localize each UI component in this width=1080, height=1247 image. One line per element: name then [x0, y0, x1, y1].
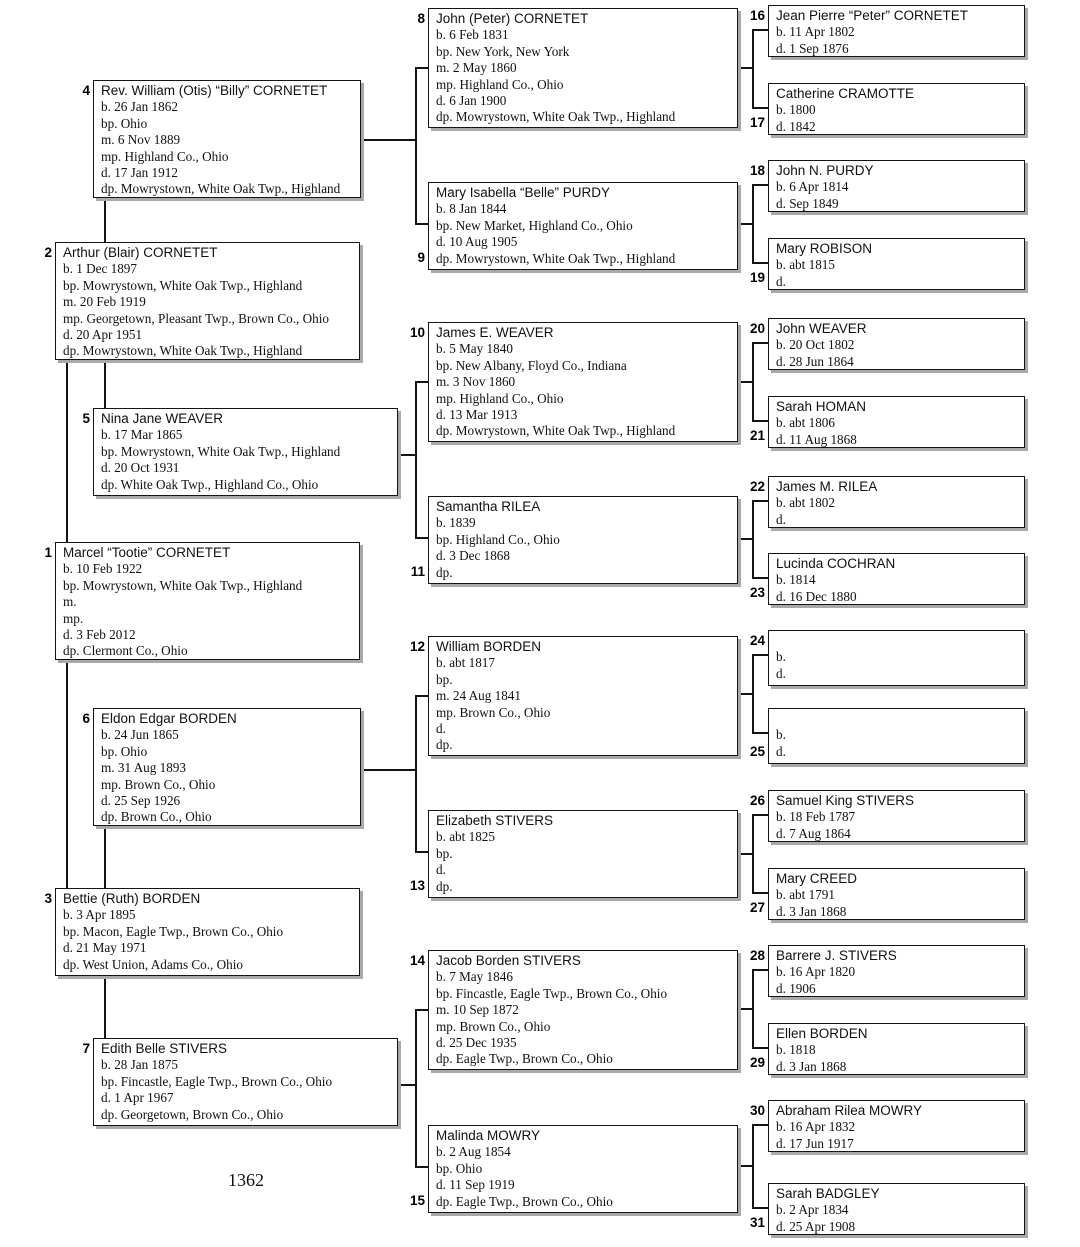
person-box-17	[749, 83, 1025, 135]
person-details	[776, 24, 1018, 57]
person-box-28	[749, 945, 1025, 997]
person-detail-line: dp. Mowrystown, White Oak Twp., Highland	[63, 343, 303, 359]
person-detail-line: d. 20 Apr 1951	[63, 327, 143, 343]
person-name: John (Peter) CORNETET	[436, 11, 589, 26]
person-name: Lucinda COCHRAN	[776, 556, 896, 571]
person-detail-line: dp. Mowrystown, White Oak Twp., Highland	[101, 181, 341, 197]
person-number: 31	[749, 1215, 765, 1230]
person-box-27	[749, 868, 1025, 920]
person-detail-line: b. 17 Mar 1865	[101, 427, 183, 443]
person-detail-line: b. abt 1815	[776, 257, 835, 273]
person-number: 26	[749, 793, 765, 808]
person-detail-line: b. 2 Apr 1834	[776, 1202, 849, 1218]
person-name: Samuel King STIVERS	[776, 793, 915, 808]
person-details	[776, 964, 1018, 997]
person-detail-line: mp. Highland Co., Ohio	[436, 76, 564, 92]
person-detail-line: bp.	[436, 671, 453, 687]
person-name: Jacob Borden STIVERS	[436, 953, 581, 968]
person-name: William BORDEN	[436, 639, 542, 654]
person-number: 5	[82, 411, 90, 426]
person-number: 16	[749, 8, 765, 23]
person-detail-line: d.	[436, 862, 446, 878]
person-detail-line: b. 11 Apr 1802	[776, 24, 855, 40]
person-box-14	[409, 950, 738, 1070]
person-details	[63, 561, 353, 659]
person-box-6	[82, 708, 361, 826]
person-name: Jean Pierre “Peter” CORNETET	[776, 8, 969, 23]
person-detail-line: b.	[776, 649, 786, 665]
person-box-21	[749, 396, 1025, 448]
person-name: James E. WEAVER	[436, 325, 554, 340]
person-name: Ellen BORDEN	[776, 1026, 868, 1041]
person-detail-line: b. abt 1802	[776, 495, 835, 511]
person-detail-line: dp. Mowrystown, White Oak Twp., Highland	[436, 250, 676, 266]
person-detail-line: d. 17 Jan 1912	[101, 165, 178, 181]
person-detail-line: d. 21 May 1971	[63, 940, 147, 956]
person-name: Samantha RILEA	[436, 499, 541, 514]
person-detail-line: bp. New York, New York	[436, 43, 570, 59]
person-box-3	[44, 888, 360, 976]
person-number: 17	[749, 115, 765, 130]
person-detail-line: bp. Highland Co., Ohio	[436, 531, 560, 547]
person-detail-line: b. 7 May 1846	[436, 969, 513, 985]
person-box-4	[82, 80, 361, 198]
person-details	[101, 427, 391, 493]
person-number: 28	[749, 948, 765, 963]
person-detail-line: b. abt 1791	[776, 887, 835, 903]
person-detail-line: d. 13 Mar 1913	[436, 407, 518, 423]
person-box-13	[409, 810, 738, 898]
person-detail-line: bp. Macon, Eagle Twp., Brown Co., Ohio	[63, 923, 284, 939]
person-detail-line: b. 1814	[776, 572, 816, 588]
person-detail-line: b. 6 Feb 1831	[436, 27, 509, 43]
person-detail-line: bp. Mowrystown, White Oak Twp., Highland	[63, 277, 303, 293]
person-detail-line: d. 1 Apr 1967	[101, 1090, 174, 1106]
person-detail-line: d. 6 Jan 1900	[436, 93, 507, 109]
person-detail-line: bp. Ohio	[436, 1160, 483, 1176]
person-name: Nina Jane WEAVER	[101, 411, 224, 426]
person-details	[436, 1144, 731, 1210]
person-detail-line: d. 1 Sep 1876	[776, 40, 849, 56]
person-details	[776, 727, 1018, 760]
person-details	[776, 572, 1018, 605]
person-detail-line: dp. Clermont Co., Ohio	[63, 643, 188, 659]
person-detail-line: b. 1818	[776, 1042, 816, 1058]
person-detail-line: b. 16 Apr 1832	[776, 1119, 856, 1135]
person-number: 2	[44, 245, 52, 260]
person-detail-line: d. 25 Dec 1935	[436, 1035, 517, 1051]
person-detail-line: dp. Eagle Twp., Brown Co., Ohio	[436, 1051, 613, 1067]
person-detail-line: bp. Ohio	[101, 115, 148, 131]
person-box-9	[417, 182, 738, 270]
person-box-1	[44, 542, 360, 660]
person-details	[436, 201, 731, 267]
person-detail-line: d. 7 Aug 1864	[776, 825, 851, 841]
person-detail-line: m. 6 Nov 1889	[101, 132, 181, 148]
person-detail-line: b. abt 1817	[436, 655, 495, 671]
person-box-19	[749, 238, 1025, 290]
person-detail-line: b. 8 Jan 1844	[436, 201, 507, 217]
person-detail-line: dp.	[436, 878, 453, 894]
person-number: 18	[749, 163, 765, 178]
person-details	[101, 1057, 391, 1123]
person-details	[776, 415, 1018, 448]
person-detail-line: mp. Georgetown, Pleasant Twp., Brown Co., Ohio	[63, 310, 329, 326]
person-detail-line: d. 20 Oct 1931	[101, 460, 180, 476]
person-name: Edith Belle STIVERS	[101, 1041, 228, 1056]
person-detail-line: b. 1800	[776, 102, 816, 118]
person-detail-line: b. 18 Feb 1787	[776, 809, 856, 825]
person-details	[436, 515, 731, 581]
person-detail-line: b. 28 Jan 1875	[101, 1057, 178, 1073]
person-name: Abraham Rilea MOWRY	[776, 1103, 923, 1118]
person-details	[776, 887, 1018, 920]
person-details	[436, 655, 731, 753]
person-number: 21	[749, 428, 765, 443]
person-name: Catherine CRAMOTTE	[776, 86, 915, 101]
person-details	[436, 829, 731, 895]
person-number: 9	[417, 250, 425, 265]
person-box-30	[749, 1100, 1025, 1152]
person-detail-line: m. 20 Feb 1919	[63, 294, 146, 310]
person-details	[436, 969, 731, 1067]
person-details	[776, 1042, 1018, 1075]
person-name: Bettie (Ruth) BORDEN	[63, 891, 201, 906]
person-detail-line: m. 3 Nov 1860	[436, 374, 516, 390]
person-detail-line: d.	[776, 665, 786, 681]
person-box-31	[749, 1183, 1025, 1235]
person-detail-line: d. 16 Dec 1880	[776, 588, 857, 604]
person-detail-line: dp. Mowrystown, White Oak Twp., Highland	[436, 109, 676, 125]
person-detail-line: b. 6 Apr 1814	[776, 179, 849, 195]
person-detail-line: b. 1 Dec 1897	[63, 261, 137, 277]
person-detail-line: bp. New Market, Highland Co., Ohio	[436, 217, 633, 233]
person-name: Mary Isabella “Belle” PURDY	[436, 185, 611, 200]
person-details	[776, 495, 1018, 528]
person-details	[101, 727, 354, 825]
person-detail-line: d. 3 Dec 1868	[436, 548, 510, 564]
person-detail-line: bp. Mowrystown, White Oak Twp., Highland	[101, 443, 341, 459]
person-box-23	[749, 553, 1025, 605]
person-detail-line: mp. Brown Co., Ohio	[436, 1018, 551, 1034]
person-box-5	[82, 408, 398, 496]
person-details	[436, 341, 731, 439]
person-detail-line: b.	[776, 727, 786, 743]
person-name: Sarah HOMAN	[776, 399, 867, 414]
person-detail-line: mp. Highland Co., Ohio	[436, 390, 564, 406]
person-detail-line: m. 24 Aug 1841	[436, 688, 521, 704]
person-box-29	[749, 1023, 1025, 1075]
person-detail-line: d. 10 Aug 1905	[436, 234, 518, 250]
person-detail-line: bp. Fincastle, Eagle Twp., Brown Co., Ohio	[101, 1073, 333, 1089]
person-detail-line: dp. West Union, Adams Co., Ohio	[63, 956, 244, 972]
person-detail-line: d.	[776, 511, 786, 527]
person-detail-line: b. 5 May 1840	[436, 341, 513, 357]
person-box-20	[749, 318, 1025, 370]
person-box-22	[749, 476, 1025, 528]
person-detail-line: m.	[63, 594, 77, 610]
person-detail-line: d.	[436, 721, 446, 737]
person-detail-line: b. 26 Jan 1862	[101, 99, 178, 115]
person-name: Mary ROBISON	[776, 241, 873, 256]
person-detail-line: b. 16 Apr 1820	[776, 964, 856, 980]
person-detail-line: d.	[776, 743, 786, 759]
person-details	[776, 179, 1018, 212]
person-number: 23	[749, 585, 765, 600]
person-detail-line: mp. Brown Co., Ohio	[101, 776, 216, 792]
person-detail-line: dp. White Oak Twp., Highland Co., Ohio	[101, 476, 319, 492]
person-detail-line: b. 1839	[436, 515, 476, 531]
person-details	[436, 27, 731, 125]
person-detail-line: b. 2 Aug 1854	[436, 1144, 511, 1160]
person-name: Malinda MOWRY	[436, 1128, 541, 1143]
person-name: Mary CREED	[776, 871, 858, 886]
person-detail-line: dp.	[436, 737, 453, 753]
person-number: 11	[410, 564, 425, 579]
person-detail-line: dp. Mowrystown, White Oak Twp., Highland	[436, 423, 676, 439]
person-details	[63, 261, 353, 359]
person-detail-line: d. 1842	[776, 118, 816, 134]
person-number: 12	[409, 639, 425, 654]
person-detail-line: d. 1906	[776, 980, 816, 996]
page-number: 1362	[228, 1170, 264, 1190]
person-detail-line: b. 24 Jun 1865	[101, 727, 179, 743]
person-detail-line: dp. Brown Co., Ohio	[101, 809, 212, 825]
person-number: 3	[44, 891, 52, 906]
person-detail-line: mp. Highland Co., Ohio	[101, 148, 229, 164]
person-detail-line: d. 3 Jan 1868	[776, 903, 847, 919]
person-detail-line: mp. Brown Co., Ohio	[436, 704, 551, 720]
person-name: John N. PURDY	[776, 163, 874, 178]
person-number: 15	[409, 1193, 425, 1208]
person-box-8	[417, 8, 738, 128]
person-detail-line: dp.	[436, 564, 453, 580]
person-name: Barrere J. STIVERS	[776, 948, 897, 963]
person-detail-line: b. abt 1825	[436, 829, 495, 845]
person-number: 20	[749, 321, 765, 336]
person-detail-line: mp.	[63, 610, 84, 626]
person-name: Rev. William (Otis) “Billy” CORNETET	[101, 83, 328, 98]
person-number: 13	[409, 878, 425, 893]
person-details	[101, 99, 354, 197]
person-details	[776, 257, 1018, 290]
person-number: 4	[82, 83, 90, 98]
person-detail-line: b. 10 Feb 1922	[63, 561, 143, 577]
person-number: 8	[417, 11, 425, 26]
person-detail-line: d.	[776, 273, 786, 289]
person-detail-line: d. 17 Jun 1917	[776, 1135, 854, 1151]
person-detail-line: b. 3 Apr 1895	[63, 907, 136, 923]
person-detail-line: bp. Fincastle, Eagle Twp., Brown Co., Ohio	[436, 985, 668, 1001]
person-number: 22	[749, 479, 765, 494]
person-detail-line: bp.	[436, 845, 453, 861]
person-number: 6	[82, 711, 90, 726]
person-number: 30	[749, 1103, 765, 1118]
person-name: Elizabeth STIVERS	[436, 813, 554, 828]
person-number: 10	[409, 325, 425, 340]
person-detail-line: d. 11 Aug 1868	[776, 431, 857, 447]
person-detail-line: d. Sep 1849	[776, 195, 839, 211]
person-detail-line: dp. Eagle Twp., Brown Co., Ohio	[436, 1193, 613, 1209]
person-detail-line: m. 10 Sep 1872	[436, 1002, 519, 1018]
person-box-2	[44, 242, 360, 360]
person-number: 25	[749, 744, 765, 759]
person-detail-line: b. 20 Oct 1802	[776, 337, 855, 353]
person-name: Arthur (Blair) CORNETET	[63, 245, 218, 260]
person-detail-line: d. 25 Apr 1908	[776, 1218, 856, 1234]
person-name: Marcel “Tootie” CORNETET	[63, 545, 231, 560]
person-box-24	[749, 630, 1025, 686]
person-number: 14	[409, 953, 425, 968]
person-detail-line: d. 11 Sep 1919	[436, 1177, 515, 1193]
person-box-16	[749, 5, 1025, 57]
person-box-7	[82, 1038, 398, 1126]
person-details	[776, 649, 1018, 682]
person-detail-line: bp. New Albany, Floyd Co., Indiana	[436, 357, 627, 373]
person-name: Eldon Edgar BORDEN	[101, 711, 237, 726]
person-detail-line: d. 3 Jan 1868	[776, 1058, 847, 1074]
person-detail-line: dp. Georgetown, Brown Co., Ohio	[101, 1106, 284, 1122]
person-box-18	[749, 160, 1025, 212]
person-number: 7	[82, 1041, 90, 1056]
person-details	[776, 1119, 1018, 1152]
person-number: 27	[749, 900, 765, 915]
person-number: 19	[749, 270, 765, 285]
person-details	[776, 337, 1018, 370]
person-name: Sarah BADGLEY	[776, 1186, 880, 1201]
person-box-10	[409, 322, 738, 442]
person-detail-line: d. 28 Jun 1864	[776, 353, 854, 369]
person-detail-line: m. 2 May 1860	[436, 60, 517, 76]
person-box-26	[749, 790, 1025, 842]
person-box-15	[409, 1125, 738, 1213]
person-details	[776, 1202, 1018, 1235]
person-box-11	[410, 496, 738, 584]
person-name	[776, 633, 1018, 649]
person-detail-line: d. 25 Sep 1926	[101, 793, 181, 809]
person-detail-line: bp. Mowrystown, White Oak Twp., Highland	[63, 577, 303, 593]
person-name	[776, 711, 1018, 727]
person-name: James M. RILEA	[776, 479, 878, 494]
person-box-12	[409, 636, 738, 756]
person-detail-line: d. 3 Feb 2012	[63, 627, 136, 643]
person-number: 1	[44, 545, 52, 560]
person-details	[776, 102, 1018, 135]
person-detail-line: b. abt 1806	[776, 415, 835, 431]
person-number: 29	[749, 1055, 765, 1070]
person-details	[63, 907, 353, 973]
person-number: 24	[749, 633, 765, 648]
person-detail-line: m. 31 Aug 1893	[101, 760, 186, 776]
person-name: John WEAVER	[776, 321, 867, 336]
person-box-25	[749, 708, 1025, 764]
person-detail-line: bp. Ohio	[101, 743, 148, 759]
person-details	[776, 809, 1018, 842]
